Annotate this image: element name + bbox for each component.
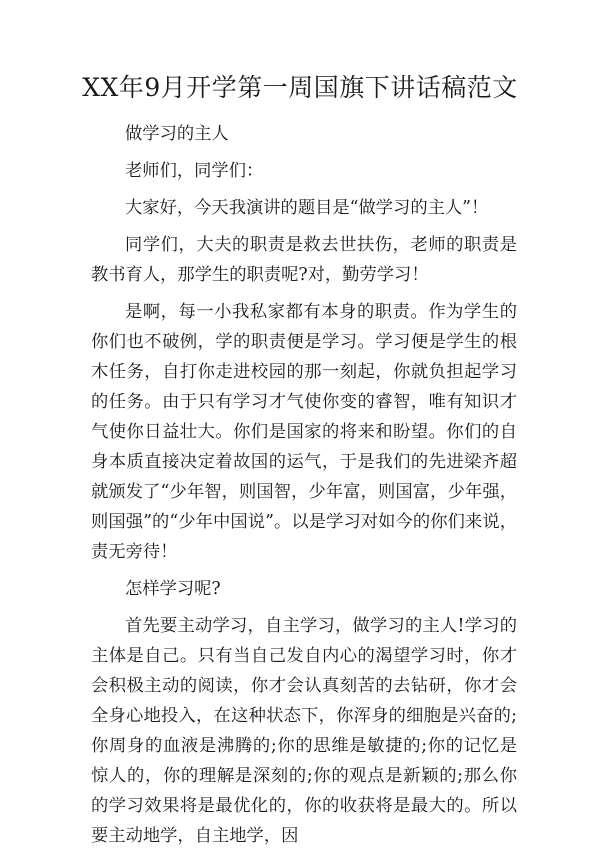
paragraph-subtitle: 做学习的主人: [125, 124, 229, 144]
paragraph-question: 怎样学习呢?: [125, 579, 221, 599]
paragraph-method: 首先要主动学习，自主学习，做学习的主人!学习的主体是自己。只有当自己发自内心的渴望学习时，你才会积极主动的阅读，你才会认真刻苦的去钻研，你才会全身心地投入，在这种状态下，你浑身的细胞是兴奋的;你周身的血液是沸腾的;你的思维是敏捷的;你的记忆是惊人的，你的理解是深刻的;你的观点是新颖的;那么你的学习效果将是最优化的，你的收获将是最大的。所以要主动地学，自主地学，因: [91, 616, 517, 846]
paragraph-greeting: 大家好，今天我演讲的题目是“做学习的主人”！: [125, 198, 489, 218]
paragraph-responsibility: 是啊，每一小我私家都有本身的职责。作为学生的你们也不破例，学的职责便是学习。学习便是学生的根木任务，自打你走进校园的那一刻起，你就负担起学习的任务。由于只有学习才气使你变的睿智，唯有知识才气使你日益壮大。你们是国家的将来和盼望。你们的自身本质直接决定着故国的运气，于是我们的先进梁齐超就颁发了“少年智，则国智，少年富，则国富，少年强，则国强”的“少年中国说”。以是学习对如今的你们来说，责无旁待！: [91, 302, 517, 562]
document-title: XX年9月开学第一周国旗下讲话稿范文: [82, 73, 518, 102]
paragraph-salutation: 老师们，同学们：: [125, 161, 264, 181]
paragraph-duty: 同学们，大夫的职责是救去世扶伤，老师的职责是教书育人，那学生的职责呢?对，勤劳学习！: [91, 235, 517, 285]
document-body: [91, 119, 517, 858]
